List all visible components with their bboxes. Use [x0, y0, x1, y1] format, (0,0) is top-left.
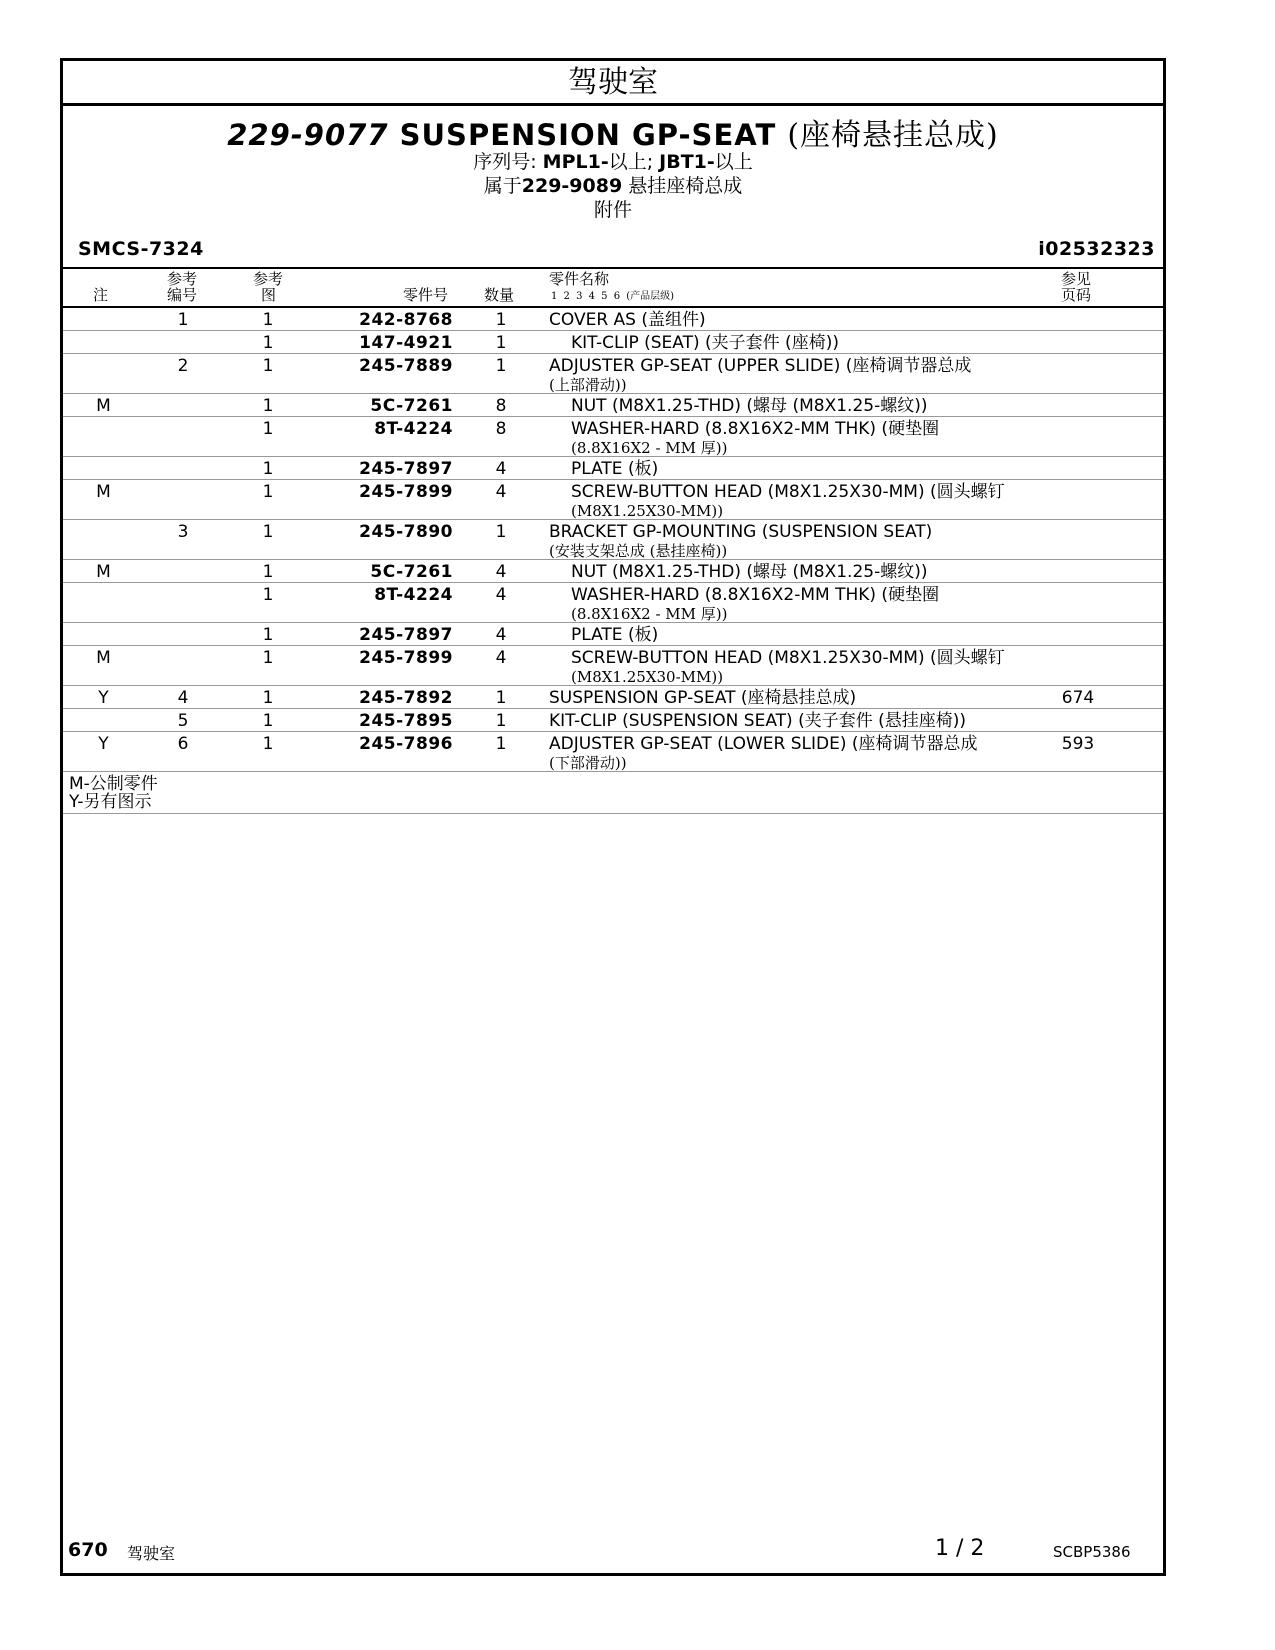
row-part-name-line1: KIT-CLIP (SEAT) (夹子套件 (座椅)): [571, 333, 839, 353]
row-figure: 1: [262, 688, 274, 708]
row-figure: 1: [262, 585, 274, 605]
row-ref-number: 1: [177, 310, 189, 330]
row-part-name-line2: (8.8X16X2 - MM 厚)): [571, 439, 728, 457]
table-row: [63, 417, 1163, 457]
row-part-number: 5C-7261: [370, 562, 453, 582]
row-see-page: 674: [1061, 688, 1095, 708]
row-ref-number: 2: [177, 356, 189, 376]
row-part-number: 245-7897: [359, 459, 453, 479]
row-figure: 1: [262, 711, 274, 731]
attachment-label: 附件: [593, 199, 632, 221]
row-ref-number: 6: [177, 734, 189, 754]
row-figure: 1: [262, 734, 274, 754]
header-fig-1: 参考: [253, 270, 284, 288]
footer-section: 驾驶室: [127, 1544, 176, 1563]
row-part-name: [549, 523, 932, 561]
row-quantity: 4: [495, 648, 507, 668]
table-row: [63, 480, 1163, 520]
legend-metric: M-公制零件: [69, 774, 158, 794]
row-part-number: 147-4921: [359, 333, 453, 353]
row-part-number: 245-7890: [359, 522, 453, 542]
row-part-name-line1: WASHER-HARD (8.8X16X2-MM THK) (硬垫圈: [571, 419, 940, 439]
row-figure: 1: [262, 625, 274, 645]
row-figure: 1: [262, 333, 274, 353]
row-figure: 1: [262, 396, 274, 416]
table-row: [63, 623, 1163, 646]
illustration-id: i02532323: [1038, 238, 1155, 260]
row-note: M: [96, 396, 111, 416]
table-row: [63, 732, 1163, 772]
row-part-name: [571, 563, 927, 582]
row-part-name: [571, 586, 939, 624]
table-row: [63, 686, 1163, 709]
row-figure: 1: [262, 522, 274, 542]
row-quantity: 8: [495, 419, 507, 439]
row-part-name: [571, 649, 1005, 687]
row-part-name-line2: (安装支架总成 (悬挂座椅)): [549, 542, 728, 560]
row-quantity: 1: [495, 522, 507, 542]
row-part-number: 8T-4224: [374, 419, 453, 439]
row-part-name-line1: PLATE (板): [571, 625, 659, 645]
parent-line: [63, 174, 1163, 198]
row-part-name-line1: ADJUSTER GP-SEAT (UPPER SLIDE) (座椅调节器总成: [549, 356, 972, 376]
row-ref-number: 3: [177, 522, 189, 542]
parent-prefix: 属于: [483, 175, 522, 197]
header-levels: 1 2 3 4 5 6 (产品层级): [551, 291, 675, 302]
page-frame: [60, 58, 1166, 1576]
row-see-page: 593: [1061, 734, 1095, 754]
row-part-number: 5C-7261: [370, 396, 453, 416]
parent-part-number: 229-9089: [521, 175, 623, 197]
table-row: [63, 308, 1163, 331]
row-part-name: [549, 712, 966, 731]
row-quantity: 4: [495, 585, 507, 605]
row-quantity: 1: [495, 356, 507, 376]
row-part-name: [571, 334, 839, 353]
header-ref-no-1: 参考: [167, 270, 198, 288]
header-part-no: 零件号: [403, 286, 449, 304]
row-quantity: 4: [495, 562, 507, 582]
row-figure: 1: [262, 482, 274, 502]
row-quantity: 4: [495, 625, 507, 645]
row-part-name-line2: (上部滑动)): [549, 376, 627, 394]
title-part-name-cn: (座椅悬挂总成): [787, 118, 999, 153]
row-part-number: 245-7889: [359, 356, 453, 376]
row-part-name: [549, 689, 856, 708]
table-row: [63, 520, 1163, 560]
serial-prefix-2: JBT1-: [659, 151, 715, 173]
table-row: [63, 354, 1163, 394]
row-part-name: [571, 460, 658, 479]
row-part-name-line1: SCREW-BUTTON HEAD (M8X1.25X30-MM) (圆头螺钉: [571, 482, 1005, 502]
row-figure: 1: [262, 419, 274, 439]
row-figure: 1: [262, 648, 274, 668]
table-row: [63, 457, 1163, 480]
row-part-number: 245-7897: [359, 625, 453, 645]
row-part-name: [571, 483, 1005, 521]
serial-range-1: 以上;: [608, 151, 654, 173]
row-part-name: [571, 626, 658, 645]
row-part-name-line1: NUT (M8X1.25-THD) (螺母 (M8X1.25-螺纹)): [571, 396, 928, 416]
row-ref-number: 5: [177, 711, 189, 731]
header-qty: 数量: [484, 286, 515, 304]
row-note: M: [96, 562, 111, 582]
row-part-name: [571, 397, 927, 416]
row-part-number: 245-7899: [359, 482, 453, 502]
row-quantity: 4: [495, 482, 507, 502]
page-title: [63, 118, 1163, 153]
table-row: [63, 331, 1163, 354]
row-figure: 1: [262, 356, 274, 376]
header-ref-no-2: 编号: [167, 286, 198, 304]
row-quantity: 8: [495, 396, 507, 416]
row-note: M: [96, 648, 111, 668]
serial-prefix-1: MPL1-: [542, 151, 609, 173]
table-row: [63, 394, 1163, 417]
row-note: Y: [98, 688, 109, 708]
row-note: M: [96, 482, 111, 502]
sheet-indicator: 1 / 2: [935, 1536, 985, 1561]
row-quantity: 1: [495, 310, 507, 330]
section-title: 驾驶室: [63, 61, 1163, 106]
header-note: 注: [93, 286, 109, 304]
row-part-name-line1: COVER AS (盖组件): [549, 310, 706, 330]
row-part-name-line2: (下部滑动)): [549, 754, 627, 772]
row-part-number: 242-8768: [359, 310, 453, 330]
row-part-name-line1: ADJUSTER GP-SEAT (LOWER SLIDE) (座椅调节器总成: [549, 734, 978, 754]
row-part-number: 245-7899: [359, 648, 453, 668]
row-part-name-line1: BRACKET GP-MOUNTING (SUSPENSION SEAT): [549, 522, 933, 542]
row-part-name-line1: KIT-CLIP (SUSPENSION SEAT) (夹子套件 (悬挂座椅)): [549, 711, 966, 731]
serial-range-2: 以上: [714, 151, 753, 173]
row-quantity: 1: [495, 711, 507, 731]
row-ref-number: 4: [177, 688, 189, 708]
row-part-number: 245-7896: [359, 734, 453, 754]
row-part-name: [549, 735, 978, 773]
row-part-name-line1: NUT (M8X1.25-THD) (螺母 (M8X1.25-螺纹)): [571, 562, 928, 582]
row-quantity: 1: [495, 333, 507, 353]
row-note: Y: [98, 734, 109, 754]
row-part-name-line2: (M8X1.25X30-MM)): [571, 502, 724, 520]
header-part-name: 零件名称: [549, 270, 610, 288]
table-row: [63, 646, 1163, 686]
row-part-name-line1: SCREW-BUTTON HEAD (M8X1.25X30-MM) (圆头螺钉: [571, 648, 1005, 668]
table-header: [63, 269, 1163, 308]
document-id: SCBP5386: [1053, 1543, 1131, 1561]
serial-line: [63, 150, 1163, 174]
title-part-number: 229-9077: [227, 118, 389, 152]
row-part-name: [549, 357, 971, 395]
row-part-number: 245-7892: [359, 688, 453, 708]
row-part-number: 8T-4224: [374, 585, 453, 605]
row-figure: 1: [262, 562, 274, 582]
row-part-name-line1: SUSPENSION GP-SEAT (座椅悬挂总成): [549, 688, 857, 708]
row-part-name-line1: PLATE (板): [571, 459, 659, 479]
row-part-name: [571, 420, 939, 458]
header-see-page-2: 页码: [1061, 286, 1092, 304]
table-row: [63, 709, 1163, 732]
row-quantity: 1: [495, 688, 507, 708]
row-part-name-line1: WASHER-HARD (8.8X16X2-MM THK) (硬垫圈: [571, 585, 940, 605]
row-part-name: [549, 311, 706, 330]
header-fig-2: 图: [261, 286, 277, 304]
row-quantity: 1: [495, 734, 507, 754]
table-body: [63, 308, 1163, 772]
legend: [63, 772, 1163, 814]
table-row: [63, 560, 1163, 583]
row-figure: 1: [262, 310, 274, 330]
table-row: [63, 583, 1163, 623]
row-part-name-line2: (M8X1.25X30-MM)): [571, 668, 724, 686]
row-part-number: 245-7895: [359, 711, 453, 731]
row-part-name-line2: (8.8X16X2 - MM 厚)): [571, 605, 728, 623]
parent-name: 悬挂座椅总成: [628, 175, 743, 197]
parts-table: [63, 267, 1163, 814]
smcs-code: SMCS-7324: [78, 238, 204, 260]
header-see-page-1: 参见: [1061, 270, 1092, 288]
row-quantity: 4: [495, 459, 507, 479]
title-part-name: SUSPENSION GP-SEAT: [399, 118, 777, 152]
page-number: 670: [68, 1539, 108, 1561]
legend-separate-illustration: Y-另有图示: [69, 792, 152, 812]
serial-label: 序列号:: [473, 151, 537, 173]
row-figure: 1: [262, 459, 274, 479]
